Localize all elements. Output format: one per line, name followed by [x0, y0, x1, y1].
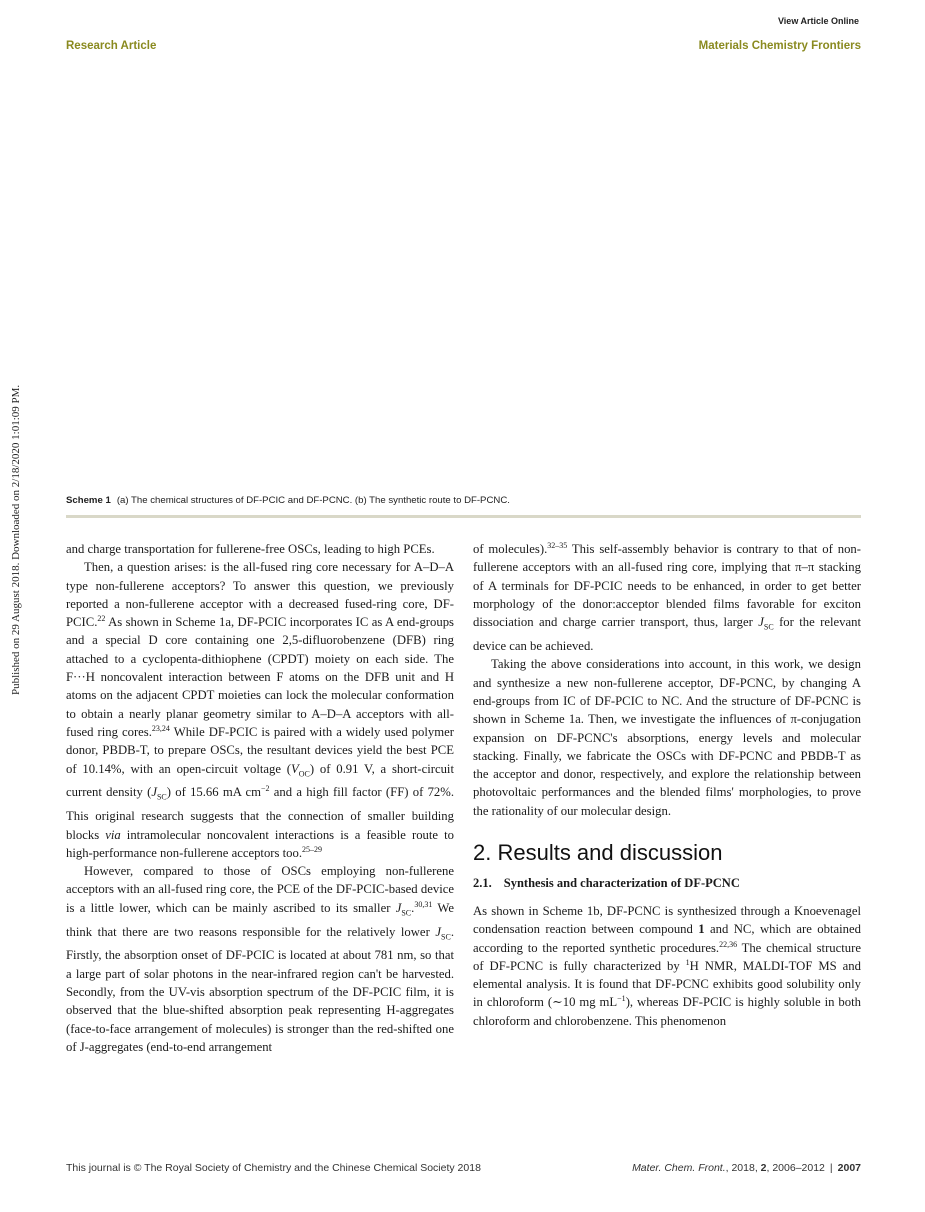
citation[interactable]: 22 [97, 614, 106, 624]
paragraph: As shown in Scheme 1b, DF-PCNC is synthesized through a Knoevenagel condensation reaction between compound 1 and NC, which are obtained according to the reported synthetic procedures.$^{22,36}$ The chemical structure of DF-PCNC is fully characterized by $^1$H NMR, MALDI-TOF MS and elemental analysis. It is found that DF-PCNC exhibits good solubility only in chloroform (∼10 mg $mL^{-1}$), whereas DF-PCIC is highly soluble in both chloroform and chlorobenzene. This phenomenon [473, 903, 861, 1028]
citation[interactable]: 32–35 [547, 541, 568, 550]
paragraph: of molecules).$^{32-35}$ This self-assembly behavior is contrary to that of non-fullerene acceptors with an all-fused ring core, implying that π–π stacking of A terminals for DF-PCIC needs to be enhanced, in order to get better morphology of the donor:acceptor blended films favorable for exciton dissociation and charge carrier transport, thus, larger $J_{SC}$ for the relevant device can be achieved. [473, 541, 861, 654]
paragraph: Taking the above considerations into account, in this work, we design and synthesize a new non-fullerene acceptor, DF-PCNC, by changing A end-groups from IC of DF-PCIC to NC. And the structure of DF-PCNC is shown in Scheme 1a. Then, we investigate the influences of π-conjugation expansion on DF-PCNC's absorptions, energy levels and molecular stacking. Finally, we fabricate the OSCs with DF-PCNC and PBDB-T as the acceptor and donor, respectively, and explore the relationship between photovoltaic performances and the blended films' morphologies, to prove the rationality of our molecular design. [473, 657, 861, 818]
right-column [473, 540, 861, 1030]
scheme-caption-text: (a) The chemical structures of DF-PCIC and DF-PCNC. (b) The synthetic route to DF-PCNC. [116, 495, 510, 506]
citation[interactable]: 22,36 [719, 939, 738, 949]
section-heading: 2. Results and discussion [473, 839, 723, 865]
caption-divider [66, 515, 861, 518]
article-type-label: Research Article [66, 40, 157, 52]
publication-side-note [10, 345, 24, 695]
paragraph: However, compared to those of OSCs employing non-fullerene acceptors with an all-fused ring core, the PCE of the DF-PCIC-based device is a little lower, which can be mainly ascribed to its smaller $J_{SC}.^{30,31}$ We think that there are two reasons responsible for the relatively lower $J_{SC}$. Firstly, the absorption onset of DF-PCIC is located at about 781 nm, so that a large part of solar photons in the near-infrared region can't be harvested. Secondly, from the UV-vis absorption spectrum of the DF-PCIC film, it is observed that the blue-shifted absorption peak representing H-aggregates (face-to-face arrangement of molecules) is stronger than the red-shifted one of J-aggregates (end-to-end arrangement [66, 864, 454, 1054]
view-article-online-link[interactable]: View Article Online [777, 16, 859, 26]
citation[interactable]: 23,24 [151, 723, 170, 733]
paragraph: and charge transportation for fullerene-free OSCs, leading to high PCEs. [66, 542, 435, 556]
scheme-label: Scheme 1 [66, 495, 111, 506]
journal-name-header: Materials Chemistry Frontiers [698, 40, 861, 52]
citation-footer: Mater. Chem. Front., 2018, 2, 2006–2012 | 2007 [632, 1162, 861, 1174]
scheme-caption [66, 495, 510, 506]
citation[interactable]: 30,31 [414, 899, 433, 909]
subsection-heading: 2.1. Synthesis and characterization of DF-PCNC [473, 875, 740, 890]
citation[interactable]: 25–29 [302, 844, 323, 854]
page-number: 2007 [837, 1162, 861, 1174]
side-note-text: Published on 29 August 2018. Downloaded on 2/18/2020 1:01:09 PM. [10, 384, 22, 695]
paragraph: Then, a question arises: is the all-fused ring core necessary for A–D–A type non-fullerene acceptors? To answer this question, we previously reported a non-fullerene acceptor with a decreased fused-ring core, DF-PCIC.$^{22}$ As shown in Scheme 1a, DF-PCIC incorporates IC as A end-groups and a special D core containing one 2,5-difluorobenzene (DFB) ring attached to a cyclopenta-dithiophene (CPDT) moiety on each side. The F···H noncovalent interaction between F atoms on the DFB unit and H atoms on the adjacent CPDT moieties can lock the molecular conformation to obtain a nearly planar geometry similar to A–D–A acceptors with all-fused ring cores.$^{23,24}$ While DF-PCIC is paired with a widely used polymer donor, PBDB-T, to prepare OSCs, the resultant devices yield the best PCE of 10.14%, with an open-circuit voltage $(V_{OC})$ of 0.91 V, a short-circuit current density $(J_{SC})$ of 15.66 mA $cm^{-2}$ and a high fill factor (FF) of 72%. This original research suggests that the connection of smaller building blocks via intramolecular noncovalent interactions is a feasible route to high-performance non-fullerene acceptors too.$^{25-29}$ [66, 560, 454, 860]
left-column [66, 540, 454, 1056]
copyright-footer: This journal is © The Royal Society of Chemistry and the Chinese Chemical Society 2018 [66, 1162, 481, 1174]
